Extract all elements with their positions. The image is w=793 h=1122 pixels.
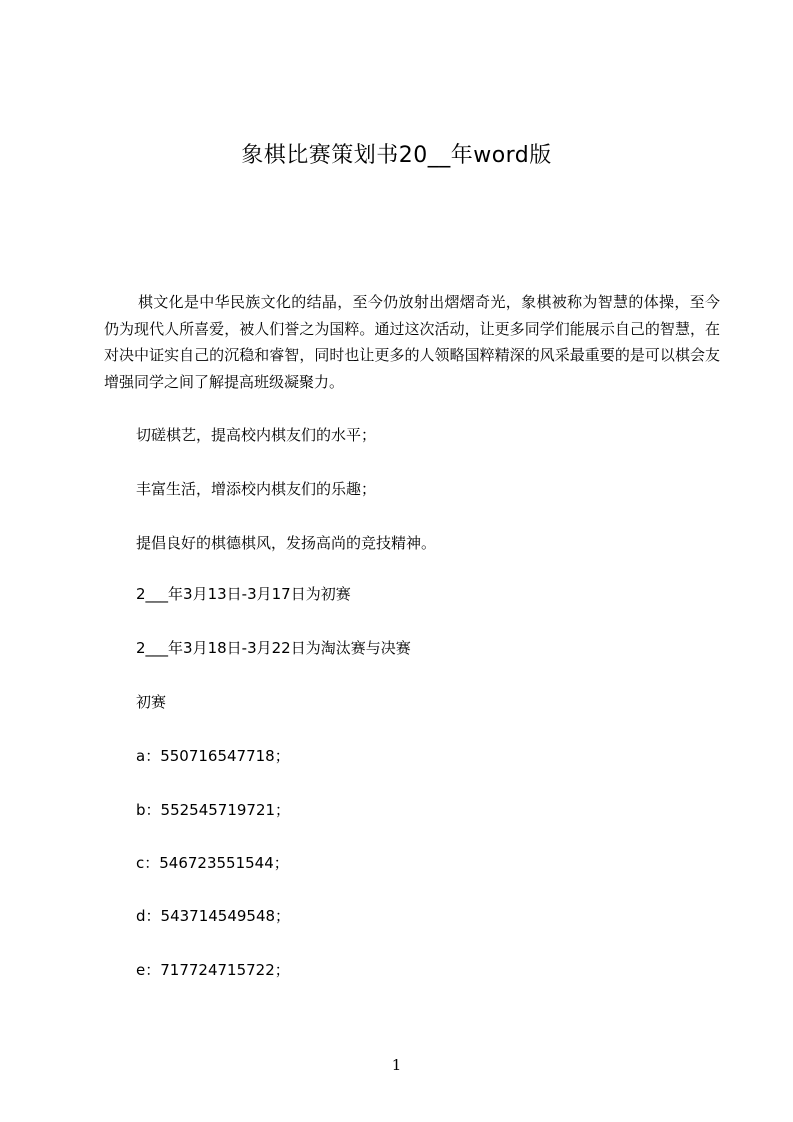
goal-item: 提倡良好的棋德棋风，发扬高尚的竞技精神。	[136, 534, 437, 552]
intro-paragraph: 棋文化是中华民族文化的结晶，至今仍放射出熠熠奇光，象棋被称为智慧的体操，至今仍为现代人所喜爱，被人们誉之为国粹。通过这次活动，让更多同学们能展示自己的智慧，在对决中证实自己的沉稳和睿智，同时也让更多的人领略国粹精深的风采最重要的是可以棋会友增强同学之间了解提高班级凝聚力。	[104, 293, 720, 391]
page-number: 1	[391, 1056, 402, 1074]
group-item: e：717724715722；	[136, 961, 290, 979]
group-item: b：552545719721；	[136, 801, 291, 819]
group-item: d：543714549548；	[136, 907, 291, 925]
preliminary-heading: 初赛	[136, 693, 167, 711]
schedule-item: 2___年3月13日-3月17日为初赛	[136, 585, 351, 603]
document-title: 象棋比赛策划书20__年word版	[241, 143, 552, 168]
schedule-item: 2___年3月18日-3月22日为淘汰赛与决赛	[136, 639, 411, 657]
goal-item: 丰富生活，增添校内棋友们的乐趣；	[136, 480, 377, 498]
group-item: a：550716547718；	[136, 747, 290, 765]
group-item: c：546723551544；	[136, 854, 289, 872]
goal-item: 切磋棋艺，提高校内棋友们的水平；	[136, 426, 377, 444]
